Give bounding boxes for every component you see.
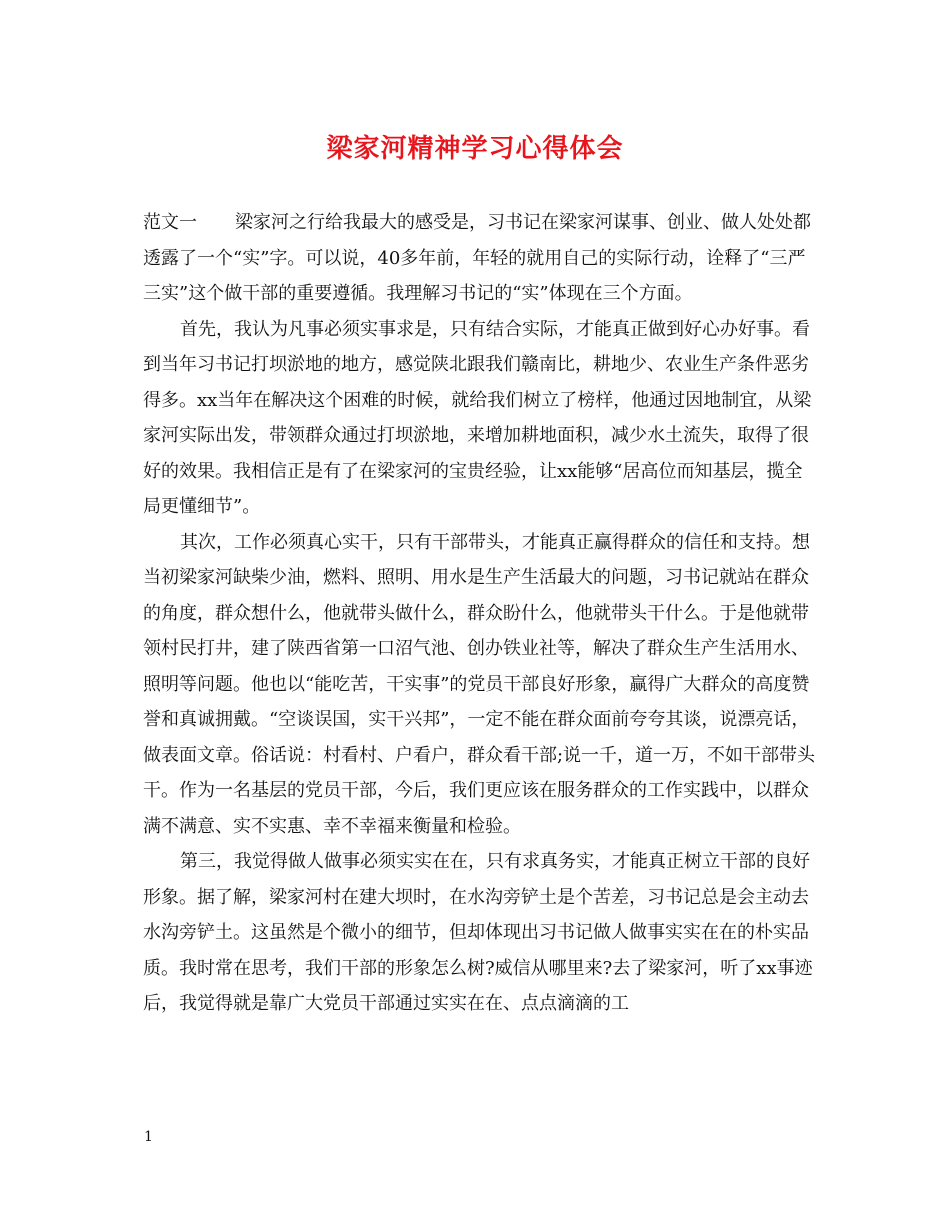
paragraph-intro-text: 梁家河之行给我最大的感受是，习书记在梁家河谋事、创业、做人处处都透露了一个“实”字。可以说，40多年前，年轻的就用自己的实际行动，诠释了“三严三实”这个做干部的重要遵循。我理解习书记的“实”体现在三个方面。 — [143, 212, 811, 304]
paragraph-first-point: 首先，我认为凡事必须实事求是，只有结合实际，才能真正做到好心办好事。看到当年习书记打坝淤地的地方，感觉陕北跟我们赣南比，耕地少、农业生产条件恶劣得多。xx当年在解决这个困难的时候，就给我们树立了榜样，他通过因地制宜，从梁家河实际出发，带领群众通过打坝淤地，来增加耕地面积，减少水土流失，取得了很好的效果。我相信正是有了在梁家河的宝贵经验，让xx能够“居高位而知基层，揽全局更懂细节”。 — [143, 318, 812, 517]
document-title: 梁家河精神学习心得体会 — [326, 134, 624, 164]
paragraph-third-point: 第三，我觉得做人做事必须实实在在，只有求真务实，才能真正树立干部的良好形象。据了解，梁家河村在建大坝时，在水沟旁铲土是个苦差，习书记总是会主动去水沟旁铲土。这虽然是个微小的细节，但却体现出习书记做人做事实实在在的朴实品质。我时常在思考，我们干部的形象怎么树?威信从哪里来?去了梁家河，听了xx事迹后，我觉得就是靠广大党员干部通过实实在在、点点滴滴的工 — [143, 851, 813, 1014]
sample-label: 范文一 — [143, 212, 197, 233]
document-body — [143, 205, 818, 1022]
page-number: 1 — [144, 1129, 153, 1145]
paragraph-second-point: 其次，工作必须真心实干，只有干部带头，才能真正赢得群众的信任和支持。想当初梁家河缺柴少油，燃料、照明、用水是生产生活最大的问题，习书记就站在群众的角度，群众想什么，他就带头做什么，群众盼什么，他就带头干什么。于是他就带领村民打井，建了陕西省第一口沼气池、创办铁业社等，解决了群众生产生活用水、照明等问题。他也以“能吃苦，干实事”的党员干部良好形象，赢得广大群众的高度赞誉和真诚拥戴。“空谈误国，实干兴邦”，一定不能在群众面前夸夸其谈，说漂亮话，做表面文章。俗话说：村看村、户看户，群众看干部;说一千，道一万，不如干部带头干。作为一名基层的党员干部，今后，我们更应该在服务群众的工作实践中，以群众满不满意、实不实惠、幸不幸福来衡量和检验。 — [143, 531, 816, 837]
paragraph-intro — [143, 205, 818, 312]
